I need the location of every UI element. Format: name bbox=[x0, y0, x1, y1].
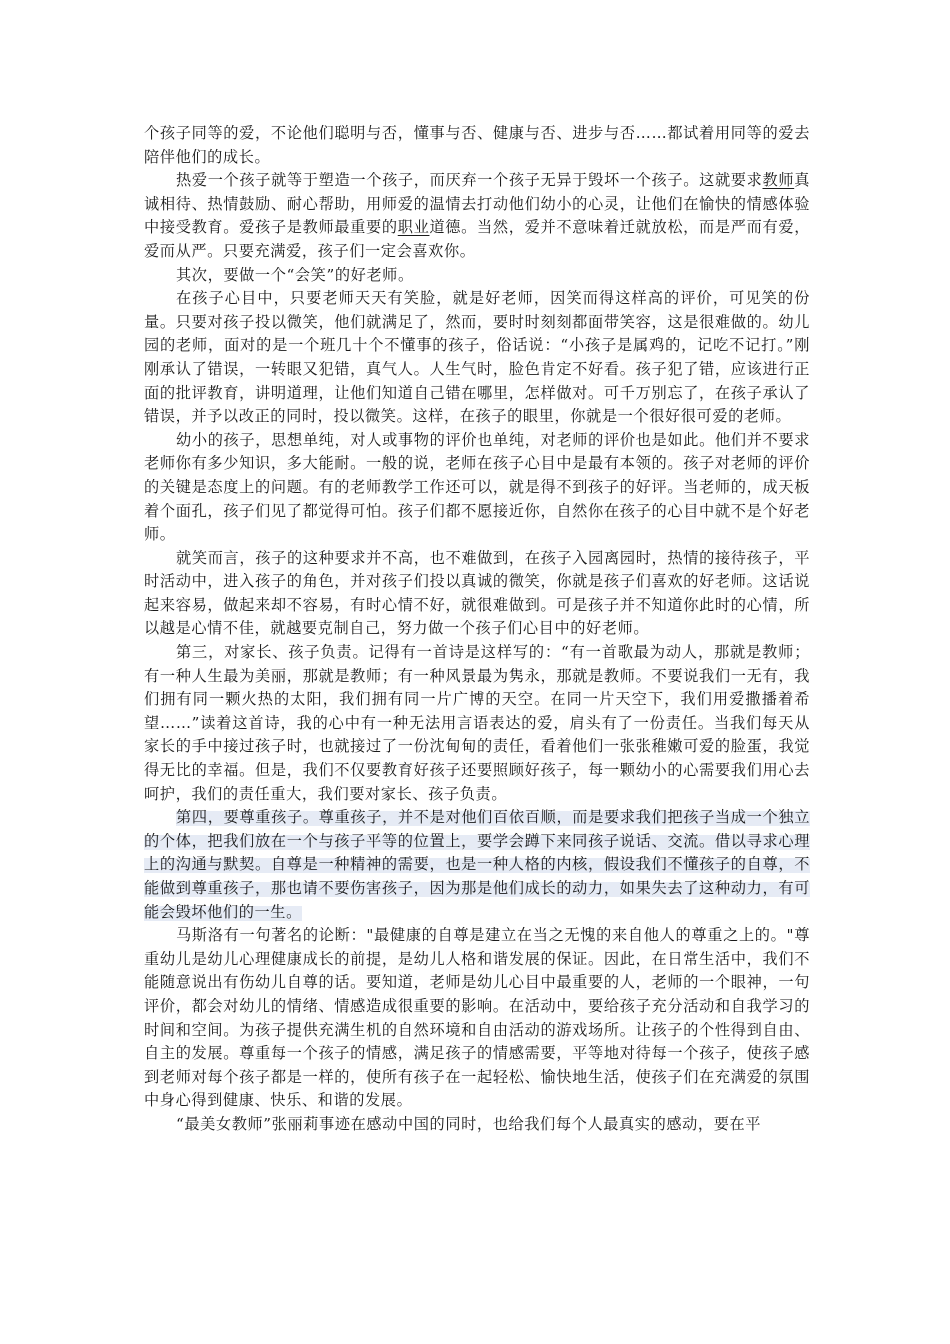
paragraph-most-beautiful-teacher: “最美女教师”张丽莉事迹在感动中国的同时，也给我们每个人最真实的感动，要在平 bbox=[176, 1114, 762, 1133]
paragraph-maslow: 马斯洛有一句著名的论断："最健康的自尊是建立在当之无愧的来自他人的尊重之上的。"尊重幼儿是幼儿心理健康成长的前提，是幼儿人格和谐发展的保证。因此，在日常生活中，我们不能随意说出有伤幼儿自尊的话。要知道，老师是幼儿心目中最重要的人，老师的一个眼神，一句评价，都会对幼儿的情绪、情感造成很重要的影响。在活动中，要给孩子充分活动和自我学习的时间和空间。为孩子提供充满生机的自然环境和自由活动的游戏场所。让孩子的个性得到自由、自主的发展。尊重每一个孩子的情感，满足孩子的情感需要，平等地对待每一个孩子，使孩子感到老师对每个孩子都是一样的，使所有孩子在一起轻松、愉快地生活，使孩子们在充满爱的氛围中身心得到健康、快乐、和谐的发展。 bbox=[144, 926, 810, 1110]
paragraph-smile: 在孩子心目中，只要老师天天有笑脸，就是好老师，因笑而得这样高的评价，可见笑的份量。只要对孩子投以微笑，他们就满足了，然而，要时时刻刻都面带笑容，这是很难做的。幼儿园的老师，面对的是一个班几十个不懂事的孩子，俗话说：“小孩子是属鸡的，记吃不记打。”刚刚承认了错误，一转眼又犯错，真气人。人生气时，脸色肯定不好看。孩子犯了错，应该进行正面的批评教育，讲明道理，让他们知道自己错在哪里，怎样做对。可千万别忘了，在孩子承认了错误，并予以改正的同时，投以微笑。这样，在孩子的眼里，你就是一个很好很可爱的老师。 bbox=[144, 289, 810, 426]
paragraph-about-smiling: 就笑而言，孩子的这种要求并不高，也不难做到，在孩子入园离园时，热情的接待孩子，平时活动中，进入孩子的角色，并对孩子们投以真诚的微笑，你就是孩子们喜欢的好老师。这话说起来容易，做起来却不容易，有时心情不好，就很难做到。可是孩子并不知道你此时的心情，所以越是心情不佳，就越要克制自己，努力做一个孩子们心目中的好老师。 bbox=[144, 548, 810, 638]
highlighted-text: 第四，要尊重孩子。尊重孩子，并不是对他们百依百顺，而是要求我们把孩子当成一个独立的个体，把我们放在一个与孩子平等的位置上，要学会蹲下来同孩子说话、交流。借以寻求心理上的沟通与默契。自尊是一种精神的需要，也是一种人格的内核，假设我们不懂孩子的自尊，不能做到尊重孩子，那也请不要伤害孩子，因为那是他们成长的动力，如果失去了这种动力，有可能会毁坏他们的一生。 bbox=[144, 808, 810, 921]
paragraph-love-children bbox=[144, 169, 810, 263]
document-body bbox=[144, 122, 810, 1137]
paragraph-responsibility: 第三，对家长、孩子负责。记得有一首诗是这样写的：“有一首歌最为动人，那就是教师；有一种人生最为美丽，那就是教师；有一种风景最为隽永，那就是教师。不要说我们一无有，我们拥有同一颗火热的太阳，我们拥有同一片广博的天空。在同一片天空下，我们用爱撒播着希望……”读着这首诗，我的心中有一种无法用言语表达的爱，肩头有了一份责任。当我们每天从家长的手中接过孩子时，也就接过了一份沈甸甸的责任，看着他们一张张稚嫩可爱的脸蛋，我觉得无比的幸福。但是，我们不仅要教育好孩子还要照顾好孩子，每一颗幼小的心需要我们用心去呵护，我们的责任重大，我们要对家长、孩子负责。 bbox=[144, 643, 810, 803]
paragraph-text: 真诚相待、热情鼓励、耐心帮助，用师爱的温情去打动他们幼小的心灵，让他们在愉快的情感体验中接受教育。爱孩子是教师最重要的 bbox=[144, 171, 810, 237]
paragraph-text: 热爱一个孩子就等于塑造一个孩子，而厌弃一个孩子无异于毁坏一个孩子。这就要求 bbox=[176, 171, 763, 190]
profession-link[interactable]: 职业 bbox=[397, 218, 430, 237]
paragraph-simple-children: 幼小的孩子，思想单纯，对人或事物的评价也单纯，对老师的评价也是如此。他们并不要求老师你有多少知识，多大能耐。一般的说，老师在孩子心目中是最有本领的。孩子对老师的评价的关键是态度上的问题。有的老师教学工作还可以，就是得不到孩子的好评。当老师的，成天板着个面孔，孩子们见了都觉得可怕。孩子们都不愿接近你，自然你在孩子的心目中就不是个好老师。 bbox=[144, 430, 810, 544]
section-heading-smile: 其次，要做一个“会笑”的好老师。 bbox=[176, 265, 414, 284]
paragraph-text: 道德。当然，爱并不意味着迁就放松，而是严而有爱，爱而从严。只要充满爱，孩子们一定会喜欢你。 bbox=[144, 218, 810, 260]
paragraph-continuation: 个孩子同等的爱，不论他们聪明与否，懂事与否、健康与否、进步与否……都试着用同等的爱去陪伴他们的成长。 bbox=[144, 124, 810, 166]
paragraph-respect-children bbox=[144, 806, 810, 924]
teacher-link[interactable]: 教师 bbox=[762, 171, 795, 190]
